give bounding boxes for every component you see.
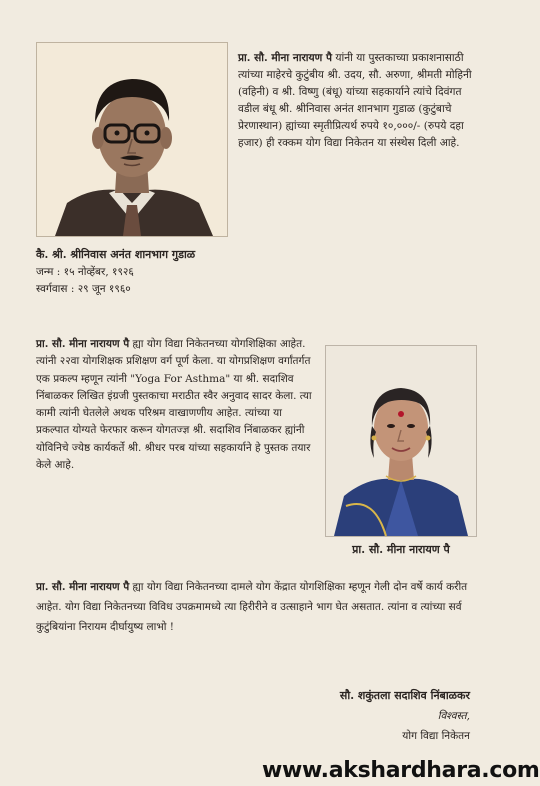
- teaching-paragraph: [36, 577, 481, 637]
- author-intro-paragraph: [36, 336, 316, 474]
- signatory-name: सौ. शकुंतला सदाशिव निंबाळकर: [339, 689, 470, 702]
- man-portrait-illustration: [37, 43, 227, 236]
- author-intro-lead: प्रा. सौ. मीना नारायण पै: [36, 338, 130, 350]
- memorial-death-date: स्वर्गवास : २९ जून १९६०: [36, 283, 131, 295]
- donation-paragraph-lead: प्रा. सौ. मीना नारायण पै: [238, 52, 333, 64]
- woman-portrait-illustration: [326, 346, 476, 536]
- signatory-role: विश्वस्त,: [437, 710, 470, 722]
- memorial-block: [36, 246, 306, 298]
- donation-paragraph-body: यांनी या पुस्तकाच्या प्रकाशनासाठी त्यांच्या माहेरचे कुटुंबीय श्री. उदय, सौ. अरुणा, श्रीमती मोहिनी (वहिनी) व श्री. विष्णु (बंधू) यांच्या सहकार्याने त्यांचे दिवंगत वडील बंधू श्री. श्रीनिवास अनंत शानभाग गुडाळ (कुटुंबाचे प्रेरणास्थान) ह्यांच्या स्मृतीप्रित्यर्थ रुपये १०,०००/- (रुपये दहा हजार) ही रक्कम योग विद्या निकेतन या संस्थेस दिली आहे.: [238, 52, 472, 149]
- woman-photo-caption: प्रा. सौ. मीना नारायण पै: [352, 543, 450, 556]
- portrait-photo-woman: [325, 345, 477, 537]
- signatory-organization: योग विद्या निकेतन: [402, 730, 470, 742]
- donation-paragraph: [238, 50, 483, 152]
- author-intro-body: ह्या योग विद्या निकेतनच्या योगशिक्षिका आहेत. त्यांनी २२वा योगशिक्षक प्रशिक्षण वर्ग पूर्ण केला. या योगप्रशिक्षण वर्गांतर्गत एक प्रकल्प म्हणून त्यांनी "Yoga For Asthma" या श्री. सदाशिव निंबाळकर लिखित इंग्रजी पुस्तकाचा मराठीत स्वैर अनुवाद सादर केला. त्या कामी त्यांनी घेतलेले अथक परिश्रम वाखाणणीय आहेत. त्यांच्या या प्रकल्पात योग्यते फेरफार करून योगतज्ज्ञ श्री. सदाशिव निंबाळकर ह्यांनी योविनिचे ज्येष्ठ कार्यकर्ते श्री. श्रीधर परब यांच्या सहकार्याने हे पुस्तक तयार केले आहे.: [36, 338, 312, 472]
- memorial-name: कै. श्री. श्रीनिवास अनंत शानभाग गुडाळ: [36, 248, 196, 261]
- teaching-paragraph-body: ह्या योग विद्या निकेतनच्या दामले योग केंद्रात योगशिक्षिका म्हणून गेली दोन वर्षे कार्य करीत आहेत. योग विद्या निकेतनच्या विविध उपक्रमामध्ये त्या हिरीरीने व उत्साहाने भाग घेत असतात. त्यांना व त्यांच्या सर्व कुटुंबियांना निरायम दीर्घायुष्य लाभो !: [36, 581, 468, 633]
- portrait-photo-man: [36, 42, 228, 237]
- signature-block: [270, 686, 470, 746]
- teaching-paragraph-lead: प्रा. सौ. मीना नारायण पै: [36, 581, 130, 593]
- memorial-birth-date: जन्म : १५ नोव्हेंबर, १९२६: [36, 266, 134, 278]
- website-watermark: www.akshardhara.com: [262, 758, 540, 783]
